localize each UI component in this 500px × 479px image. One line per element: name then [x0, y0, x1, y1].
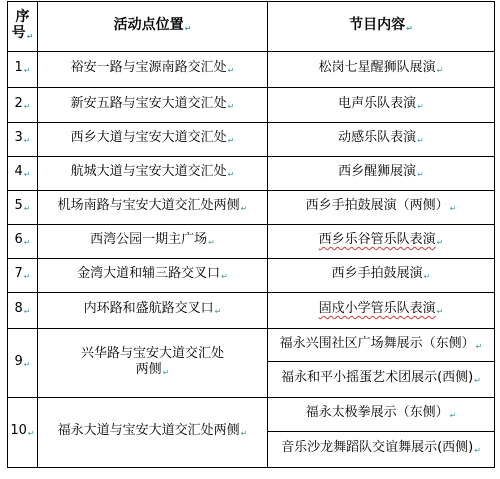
- program-cell: [268, 259, 495, 293]
- paragraph-mark-icon: ↵: [23, 359, 31, 369]
- program-cell: [268, 191, 495, 225]
- location-cell: [38, 329, 268, 398]
- paragraph-mark-icon: ↵: [406, 23, 413, 33]
- location-text: 西湾公园一期主广场: [90, 232, 208, 247]
- program-text: 西乡乐谷管乐队表演: [318, 232, 436, 247]
- program-cell: [268, 88, 495, 123]
- paragraph-mark-icon: ↵: [240, 204, 248, 213]
- paragraph-mark-icon: ↵: [227, 136, 235, 145]
- seq-number: 7: [14, 266, 23, 281]
- seq-number: 3: [14, 130, 23, 145]
- program-text: 福永和平小摇蛋艺术团展示(西侧): [281, 370, 474, 385]
- program-text: 西乡手拍鼓展演: [331, 266, 423, 281]
- header-program-cell: [268, 2, 495, 52]
- program-text: 西乡醒狮展演: [338, 164, 417, 179]
- location-text: 航城大道与宝安大道交汇处: [70, 164, 227, 179]
- program-text: 西乡手拍鼓展演（两侧）: [305, 198, 449, 213]
- header-seq-line1: 序: [15, 8, 30, 25]
- location-cell: [38, 398, 268, 468]
- paragraph-mark-icon: ↵: [417, 101, 424, 111]
- seq-number: 6: [14, 232, 23, 247]
- header-location-cell: [38, 2, 268, 52]
- paragraph-mark-icon: ↵: [449, 411, 457, 420]
- program-text: 福永兴围社区广场舞展示（东侧）: [279, 335, 475, 351]
- location-text: 福永大道与宝安大道交汇处两侧: [57, 423, 240, 438]
- location-text-line1: 兴华路与宝安大道交汇处: [80, 345, 224, 361]
- program-text: 动感乐队表演: [338, 130, 417, 145]
- location-text: 西乡大道与宝安大道交汇处: [70, 130, 227, 145]
- program-cell: [268, 123, 495, 157]
- location-cell: [38, 259, 268, 293]
- program-cell: [268, 293, 495, 329]
- program-cell: [268, 362, 495, 398]
- program-text: 音乐沙龙舞蹈队交谊舞展示(西侧): [281, 440, 474, 455]
- paragraph-mark-icon: ↵: [27, 429, 35, 438]
- location-text: 金湾大道和辅三路交叉口: [77, 266, 221, 281]
- location-cell: [38, 191, 268, 225]
- table-row: [8, 293, 495, 329]
- seq-number: 1: [14, 60, 23, 75]
- table-row: [8, 329, 495, 362]
- paragraph-mark-icon: ↵: [474, 376, 481, 385]
- paragraph-mark-icon: ↵: [436, 66, 444, 75]
- seq-number: 9: [14, 353, 23, 369]
- program-cell: [268, 432, 495, 468]
- header-program: 节目内容: [349, 16, 406, 33]
- paragraph-mark-icon: ↵: [23, 101, 31, 111]
- seq-cell: [8, 191, 38, 225]
- program-text: 福永太极拳展示（东侧）: [305, 405, 449, 420]
- paragraph-mark-icon: ↵: [162, 367, 170, 377]
- paragraph-mark-icon: ↵: [436, 238, 444, 247]
- paragraph-mark-icon: ↵: [436, 307, 444, 316]
- header-seq-cell: [8, 2, 38, 52]
- location-cell: [38, 293, 268, 329]
- table-row: [8, 123, 495, 157]
- seq-cell: [8, 225, 38, 259]
- seq-cell: [8, 259, 38, 293]
- location-text: 新安五路与宝安大道交汇处: [70, 95, 227, 111]
- seq-cell: [8, 293, 38, 329]
- paragraph-mark-icon: ↵: [23, 136, 31, 145]
- program-text: 松岗七星醒狮队展演: [318, 60, 436, 75]
- paragraph-mark-icon: ↵: [23, 238, 31, 247]
- seq-cell: [8, 157, 38, 191]
- seq-cell: [8, 398, 38, 468]
- paragraph-mark-icon: ↵: [240, 429, 248, 438]
- seq-cell: [8, 123, 38, 157]
- header-seq-line2: 号: [11, 24, 26, 41]
- location-text-line2: 两侧: [135, 361, 162, 377]
- location-text: 内环路和盛航路交叉口: [83, 301, 214, 316]
- program-cell: [268, 52, 495, 88]
- program-cell: [268, 329, 495, 362]
- header-location: 活动点位置: [113, 16, 184, 33]
- seq-number: 5: [14, 198, 23, 213]
- location-cell: [38, 52, 268, 88]
- location-cell: [38, 88, 268, 123]
- program-cell: [268, 398, 495, 432]
- paragraph-mark-icon: ↵: [23, 204, 31, 213]
- location-cell: [38, 123, 268, 157]
- paragraph-mark-icon: ↵: [227, 66, 235, 75]
- seq-cell: [8, 88, 38, 123]
- seq-number: 10: [10, 423, 27, 438]
- paragraph-mark-icon: ↵: [23, 170, 31, 179]
- paragraph-mark-icon: ↵: [474, 446, 481, 455]
- table-row: [8, 157, 495, 191]
- program-text: 电声乐队表演: [338, 95, 417, 111]
- paragraph-mark-icon: ↵: [221, 272, 228, 281]
- paragraph-mark-icon: ↵: [227, 170, 235, 179]
- seq-number: 8: [14, 301, 23, 316]
- paragraph-mark-icon: ↵: [23, 66, 31, 75]
- table-row: [8, 191, 495, 225]
- table-row: [8, 259, 495, 293]
- location-text: 机场南路与宝安大道交汇处两侧: [57, 198, 240, 213]
- paragraph-mark-icon: ↵: [449, 204, 457, 213]
- paragraph-mark-icon: ↵: [23, 307, 31, 316]
- location-text: 裕安一路与宝源南路交汇处: [70, 60, 227, 75]
- seq-cell: [8, 52, 38, 88]
- table-row: [8, 225, 495, 259]
- header-row: [8, 2, 495, 52]
- paragraph-mark-icon: ↵: [23, 272, 31, 281]
- program-cell: [268, 225, 495, 259]
- table-row: [8, 88, 495, 123]
- program-cell: [268, 157, 495, 191]
- seq-number: 4: [14, 164, 23, 179]
- program-text: 固戍小学管乐队表演: [318, 301, 436, 316]
- seq-number: 2: [14, 95, 23, 111]
- paragraph-mark-icon: ↵: [26, 31, 34, 41]
- location-cell: [38, 225, 268, 259]
- seq-cell: [8, 329, 38, 398]
- paragraph-mark-icon: ↵: [227, 101, 235, 111]
- paragraph-mark-icon: ↵: [214, 307, 222, 316]
- paragraph-mark-icon: ↵: [423, 272, 431, 281]
- table-row: [8, 52, 495, 88]
- paragraph-mark-icon: ↵: [475, 341, 483, 351]
- program-schedule-table: [7, 1, 495, 468]
- paragraph-mark-icon: ↵: [184, 23, 192, 33]
- paragraph-mark-icon: ↵: [417, 136, 424, 145]
- paragraph-mark-icon: ↵: [208, 238, 215, 247]
- paragraph-mark-icon: ↵: [417, 170, 424, 179]
- location-cell: [38, 157, 268, 191]
- table-row: [8, 398, 495, 432]
